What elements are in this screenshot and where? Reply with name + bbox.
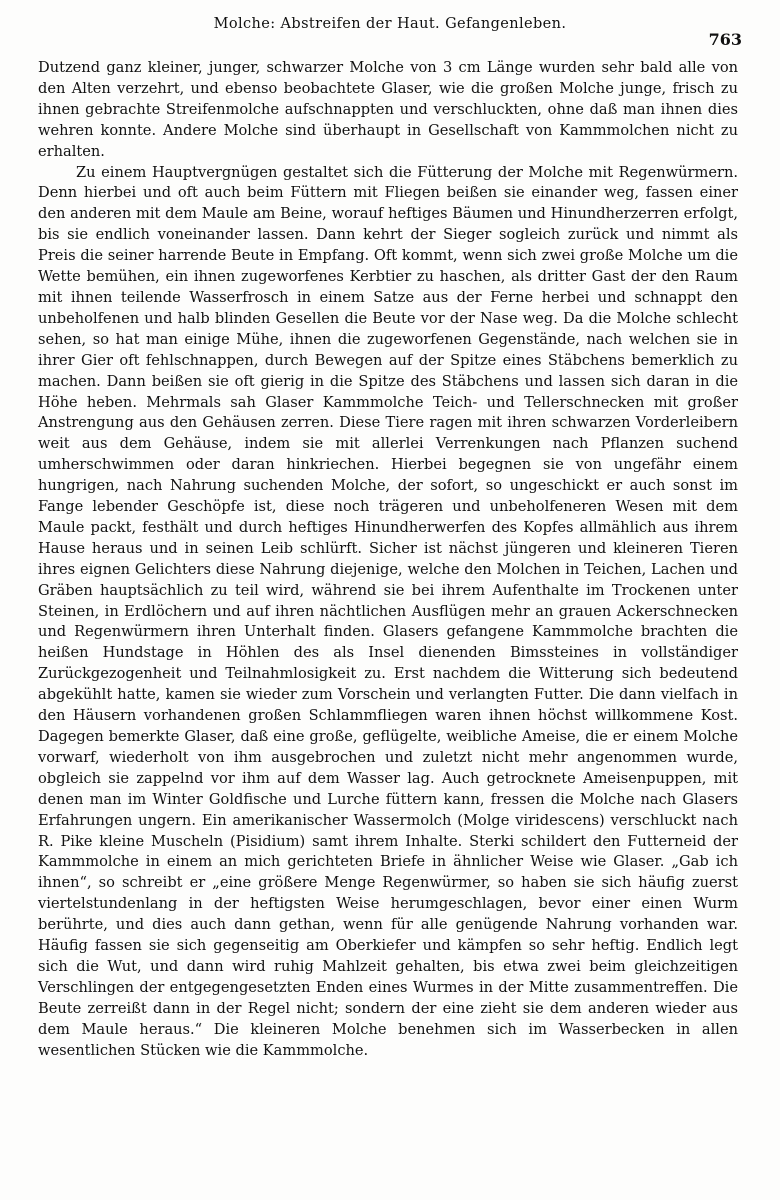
paragraph-1: Dutzend ganz kleiner, junger, schwarzer Molche von 3 cm Länge wurden sehr bald alle von den Alten verzehrt, und ebenso beobachtete Glaser, wie die großen Molche junge, frisch zu ihnen gebrachte Streifenmolche aufschnappten und verschluckten, ohne daß man ihnen dies wehren konnte. Andere Molche sind überhaupt in Gesellschaft von Kammmolchen nicht zu erhalten. [38,59,738,160]
body-text [38,58,738,1062]
page-number: 763 [708,30,742,49]
running-head: Molche: Abstreifen der Haut. Gefangenleben. [213,16,567,32]
paragraph-2: Zu einem Hauptvergnügen gestaltet sich die Fütterung der Molche mit Regenwürmern. Denn hierbei und oft auch beim Füttern mit Fliegen beißen sie einander weg, fassen einer den anderen mit dem Maule am Beine, worauf heftiges Bäumen und Hinundherzerren erfolgt, bis sie endlich voneinander lassen. Dann kehrt der Sieger sogleich zurück und nimmt als Preis die seiner harrende Beute in Empfang. Oft kommt, wenn sich zwei große Molche um die Wette bemühen, ein ihnen zugeworfenes Kerbtier zu haschen, als dritter Gast der den Raum mit ihnen teilende Wasserfrosch in einem Satze aus der Ferne herbei und schnappt den unbeholfenen und halb blinden Gesellen die Beute vor der Nase weg. Da die Molche schlecht sehen, so hat man einige Mühe, ihnen die zugeworfenen Gegenstände, nach welchen sie in ihrer Gier oft fehlschnappen, durch Bewegen auf der Spitze eines Stäbchens bemerklich zu machen. Dann beißen sie oft gierig in die Spitze des Stäbchens und lassen sich daran in die Höhe heben. Mehrmals sah Glaser Kammmolche Teich- und Tellerschnecken mit großer Anstrengung aus den Gehäusen zerren. Diese Tiere ragen mit ihren schwarzen Vorderleibern weit aus dem Gehäuse, indem sie mit allerlei Verrenkungen nach Pflanzen suchend umherschwimmen oder daran hinkriechen. Hierbei begegnen sie von ungefähr einem hungrigen, nach Nahrung suchenden Molche, der sofort, so ungeschickt er auch sonst im Fange lebender Geschöpfe ist, diese noch trägeren und unbeholfeneren Wesen mit dem Maule packt, festhält und durch heftiges Hinundherwerfen des Kopfes allmählich aus ihrem Hause heraus und in seinen Leib schlürft. Sicher ist nächst jüngeren und kleineren Tieren ihres eignen Gelichters diese Nahrung diejenige, welche den Molchen in Teichen, Lachen und Gräben hauptsächlich zu teil wird, während sie bei ihrem Aufenthalte im Trockenen unter Steinen, in Erdlöchern und auf ihren nächtlichen Ausflügen mehr an grauen Ackerschnecken und Regenwürmern ihren Unterhalt finden. Glasers gefangene Kammmolche brachten die heißen Hundstage in Höhlen des als Insel dienenden Bimssteines in vollständiger Zurückgezogenheit und Teilnahmlosigkeit zu. Erst nachdem die Witterung sich bedeutend abgekühlt hatte, kamen sie wieder zum Vorschein und verlangten Futter. Die dann vielfach in den Häusern vorhandenen großen Schlammfliegen waren ihnen höchst willkommene Kost. Dagegen bemerkte Glaser, daß eine große, geflügelte, weibliche Ameise, die er einem Molche vorwarf, wiederholt von ihm ausgebrochen und zuletzt nicht mehr angenommen wurde, obgleich sie zappelnd vor ihm auf dem Wasser lag. Auch getrocknete Ameisenpuppen, mit denen man im Winter Goldfische und Lurche füttern kann, fressen die Molche nach Glasers Erfahrungen ungern. Ein amerikanischer Wassermolch (Molge viridescens) verschluckt nach R. Pike kleine Muscheln (Pisidium) samt ihrem Inhalte. Sterki schildert den Futterneid der Kammmolche in einem an mich gerichteten Briefe in ähnlicher Weise wie Glaser. „Gab ich ihnen“, so schreibt er „eine größere Menge Regenwürmer, so haben sie sich häufig zuerst viertelstundenlang in der heftigsten Weise herumgeschlagen, bevor einer einen Wurm berührte, und dies auch dann gethan, wenn für alle genügende Nahrung vorhanden war. Häufig fassen sie sich gegenseitig am Oberkiefer und kämpfen so sehr heftig. Endlich legt sich die Wut, und dann wird ruhig Mahlzeit gehalten, bis etwa zwei beim gleichzeitigen Verschlingen der entgegengesetzten Enden eines Wurmes in der Mitte zusammentreffen. Die Beute zerreißt dann in der Regel nicht; sondern der eine zieht sie dem anderen wieder aus dem Maule heraus.“ Die kleineren Molche benehmen sich im Wasserbecken in allen wesentlichen Stücken wie die Kammmolche. [38,163,738,1059]
